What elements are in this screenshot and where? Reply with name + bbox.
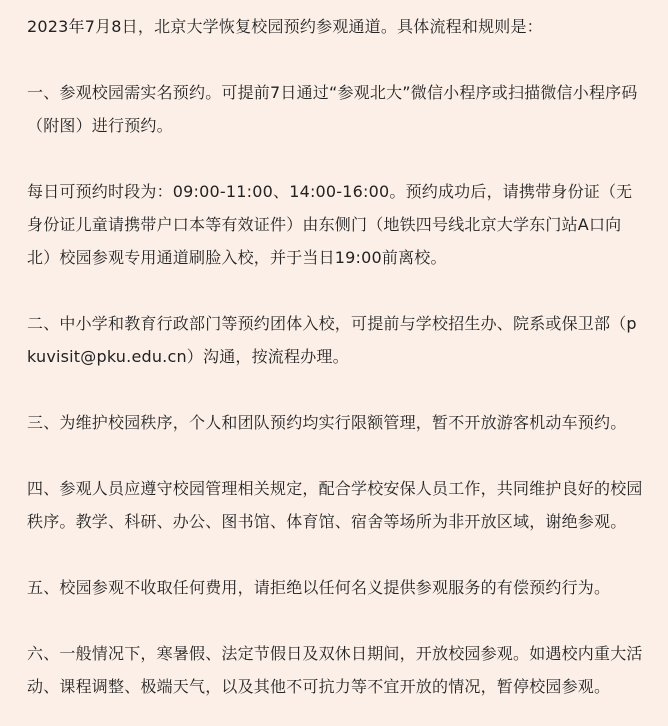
rule-6-paragraph: 六、一般情况下，寒暑假、法定节假日及双休日期间，开放校园参观。如遇校内重大活动、课程调整、极端天气，以及其他不可抗力等不宜开放的情况，暂停校园参观。: [27, 644, 643, 696]
paragraph-spacer: [27, 373, 644, 406]
rule-4-paragraph: 四、参观人员应遵守校园管理相关规定，配合学校安保人员工作，共同维护良好的校园秩序。教学、科研、办公、图书馆、体育馆、宿舍等场所为非开放区域，谢绝参观。: [27, 479, 643, 531]
paragraph-spacer: [27, 43, 644, 76]
rule-5-paragraph: 五、校园参观不收取任何费用，请拒绝以任何名义提供参观服务的有偿预约行为。: [27, 578, 611, 597]
rule-1-paragraph: 一、参观校园需实名预约。可提前7日通过“参观北大”微信小程序或扫描微信小程序码（附图）进行预约。: [27, 83, 638, 135]
rule-3-paragraph: 三、为维护校园秩序，个人和团队预约均实行限额管理，暂不开放游客机动车预约。: [27, 413, 627, 432]
paragraph-spacer: [27, 274, 644, 307]
paragraph-spacer: [27, 439, 644, 472]
paragraph-spacer: [27, 142, 644, 175]
paragraph-spacer: [27, 538, 644, 571]
intro-paragraph: 2023年7月8日，北京大学恢复校园预约参观通道。具体流程和规则是：: [27, 17, 543, 36]
rule-2-paragraph: 二、中小学和教育行政部门等预约团体入校，可提前与学校招生办、院系或保卫部（pkuvisit@pku.edu.cn）沟通，按流程办理。: [27, 314, 637, 366]
time-slot-paragraph: 每日可预约时段为：09:00-11:00、14:00-16:00。预约成功后，请携带身份证（无身份证儿童请携带户口本等有效证件）由东侧门（地铁四号线北京大学东门站A口向北）校园参观专用通道刷脸入校，并于当日19:00前离校。: [27, 182, 633, 267]
paragraph-spacer: [27, 604, 644, 637]
